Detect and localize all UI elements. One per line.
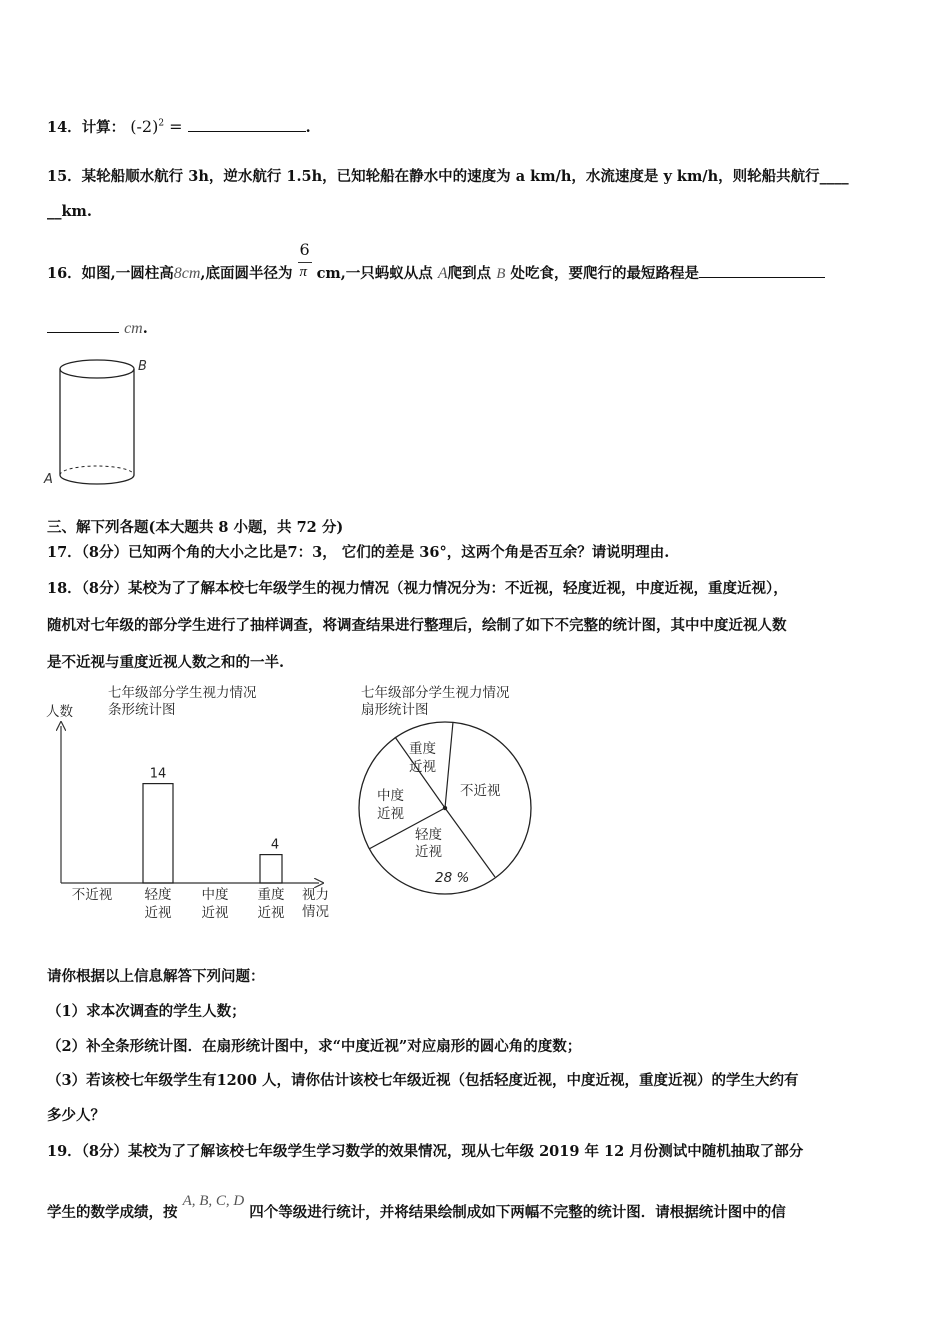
q18-sub3-line2: 多少人？ <box>47 1107 105 1124</box>
bar-value-label-3: 4 <box>270 837 280 853</box>
q16-fraction: $\frac{6}{\pi}$ <box>299 240 310 280</box>
pie-slice-label-zhongdu-heavy-1: 重度 <box>409 741 436 757</box>
bar-category-label-2-0: 中度 <box>201 887 229 903</box>
cylinder-bottom-back-dashed <box>60 466 134 475</box>
pie-slice-percent-qingdu: 28 % <box>435 870 470 886</box>
q19-grades: A, B, C, D <box>182 1193 245 1209</box>
q16-answer-blank[interactable] <box>699 277 825 278</box>
pie-divider-top <box>445 722 453 808</box>
cylinder-bottom-front <box>60 475 134 484</box>
q18-prompt: 请你根据以上信息解答下列问题： <box>47 968 265 985</box>
section-3-heading: 三、解下列各题(本大题共 8 小题，共 72 分) <box>47 519 344 536</box>
question-14: 14．计算： $(-2)^2$ = . <box>47 117 311 136</box>
q18-sub2: （2）补全条形统计图．在扇形统计图中，求“中度近视”对应扇形的圆心角的度数； <box>47 1038 582 1055</box>
pie-chart-title: 七年级部分学生视力情况 <box>361 685 510 701</box>
pie-slice-label-qingdu-2: 近视 <box>415 844 442 860</box>
point-A-label: A <box>44 472 53 487</box>
q14-number: 14． <box>47 119 82 136</box>
question-17: 17．（8分）已知两个角的大小之比是7：3， 它们的差是 36°，这两个角是否互余？请说明理由. <box>47 544 670 561</box>
bar-x-axis-label-1: 视力 <box>302 887 329 903</box>
bar-category-label-3-0: 重度 <box>257 887 285 903</box>
pie-chart-subtitle: 扇形统计图 <box>361 702 429 718</box>
q16-line2: cm. <box>47 320 148 338</box>
q14-answer-blank[interactable] <box>188 131 306 132</box>
bar-category-label-1-0: 轻度 <box>144 887 172 903</box>
q18-sub1: （1）求本次调查的学生人数； <box>47 1003 246 1020</box>
cylinder-figure <box>40 352 160 492</box>
bar-chart <box>40 700 350 935</box>
q15-line1: 15．某轮船顺水航行 3h，逆水航行 1.5h，已知轮船在静水中的速度为 a km/h，水流速度是 y km/h，则轮船共航行____ <box>47 168 849 185</box>
q15-line2: __km. <box>47 203 92 220</box>
pie-slice-label-qingdu-1: 轻度 <box>415 827 442 843</box>
bar-chart-title: 七年级部分学生视力情况 <box>108 685 257 701</box>
point-B-label: B <box>138 359 147 374</box>
pie-divider-lower-right <box>445 808 495 877</box>
pie-slice-label-zhongdu-2: 近视 <box>377 806 404 822</box>
bar-category-label-0-0: 不近视 <box>71 887 113 903</box>
bar-category-label-3-1: 近视 <box>257 905 285 921</box>
bar-1 <box>143 784 173 883</box>
bar-category-label-1-1: 近视 <box>144 905 172 921</box>
question-16: 16．如图,一圆柱高8cm,底面圆半径为 $\frac{6}{\pi}$ cm,一只蚂蚁从点 A爬到点 B 处吃食，要爬行的最短路程是 <box>47 262 825 283</box>
q19-line1: 19．（8分）某校为了了解该校七年级学生学习数学的效果情况，现从七年级 2019 年 12 月份测试中随机抽取了部分 <box>47 1143 804 1160</box>
q16-answer-blank-cont[interactable] <box>47 332 119 333</box>
q18-line1: 18．（8分）某校为了了解本校七年级学生的视力情况（视力情况分为：不近视，轻度近视，中度近视，重度近视）， <box>47 580 788 597</box>
bar-chart-subtitle: 条形统计图 <box>108 702 176 718</box>
bar-value-label-1: 14 <box>149 766 167 782</box>
q14-label: 计算： <box>81 119 126 136</box>
bar-category-label-2-1: 近视 <box>201 905 229 921</box>
pie-slice-label-zhongdu-heavy-2: 近视 <box>409 759 436 775</box>
bar-y-axis-label: 人数 <box>46 704 73 720</box>
q18-sub3-line1: （3）若该校七年级学生有1200 人，请你估计该校七年级近视（包括轻度近视，中度近视，重度近视）的学生大约有 <box>47 1072 799 1089</box>
q18-line3: 是不近视与重度近视人数之和的一半. <box>47 654 285 671</box>
q19-line2: 学生的数学成绩，按 A, B, C, D 四个等级进行统计，并将结果绘制成如下两幅不完整的统计图．请根据统计图中的信 <box>47 1193 786 1221</box>
pie-chart <box>355 718 545 898</box>
pie-center <box>443 806 447 810</box>
pie-slice-label-zhongdu-1: 中度 <box>377 788 404 804</box>
cylinder-top-ellipse <box>60 360 134 378</box>
bar-3 <box>260 855 282 883</box>
pie-slice-label-bujinshi: 不近视 <box>460 783 501 799</box>
bar-x-axis-label-2: 情况 <box>302 904 329 920</box>
q14-expression: $(-2)^2$ = <box>130 117 183 136</box>
q18-line2: 随机对七年级的部分学生进行了抽样调查，将调查结果进行整理后，绘制了如下不完整的统计图，其中中度近视人数 <box>47 617 787 634</box>
